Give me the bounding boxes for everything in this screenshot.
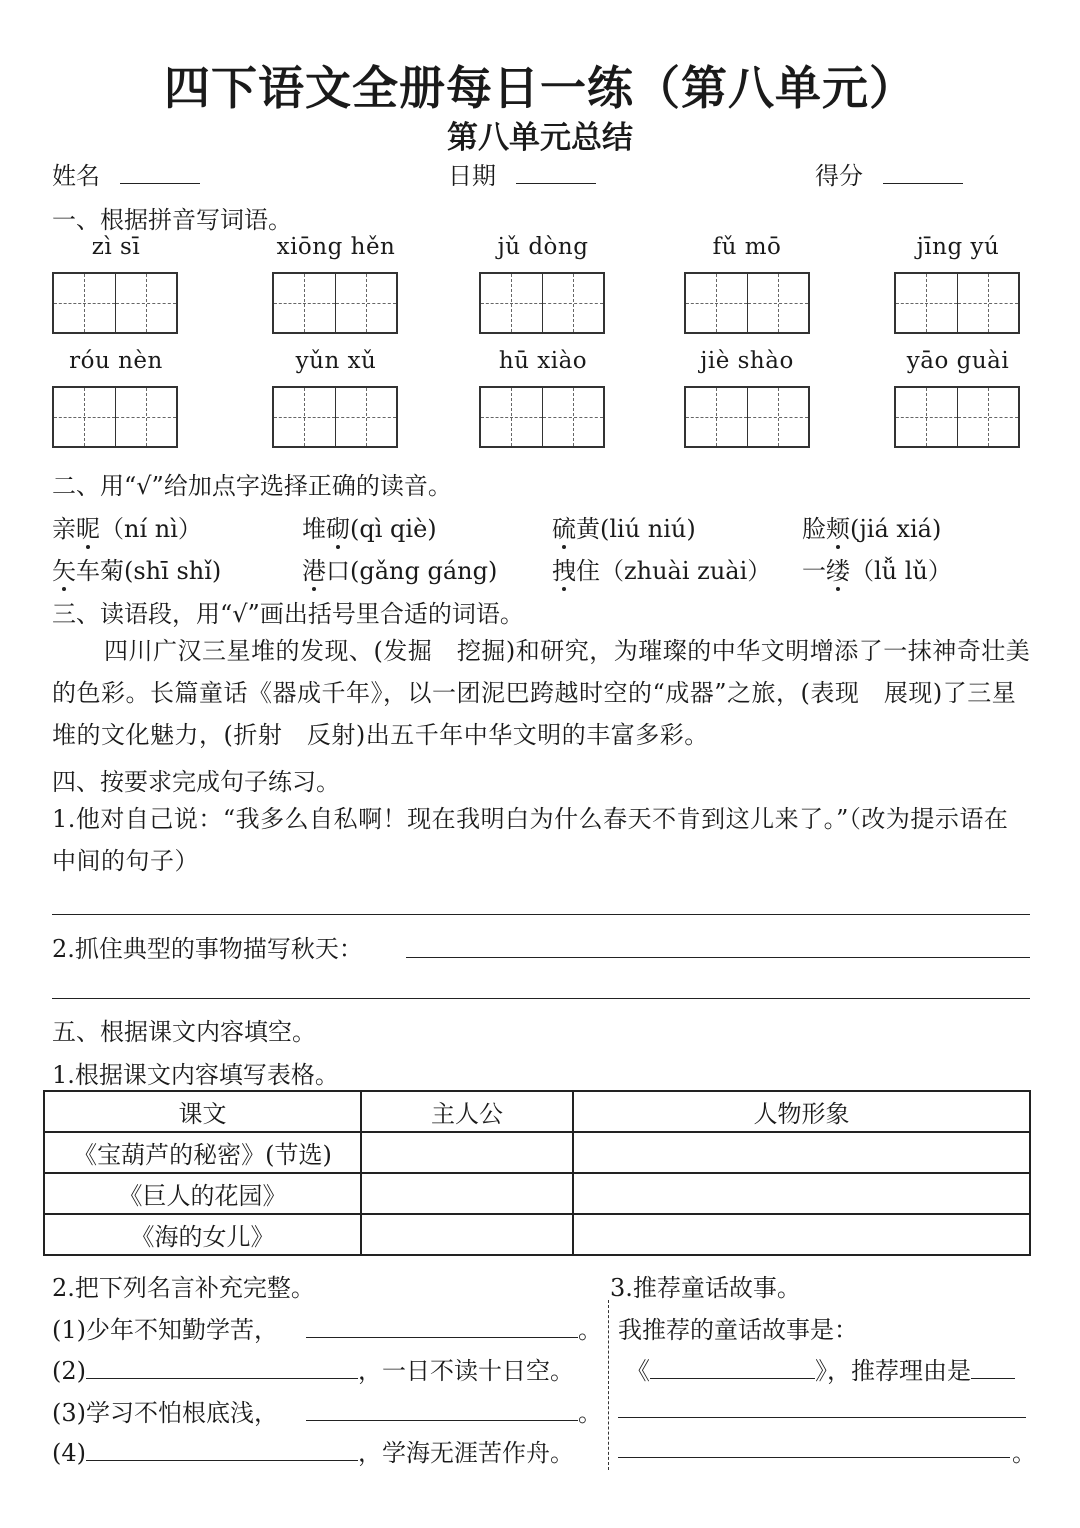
reading-item: 矢车菊(shī shǐ) <box>52 557 222 585</box>
reading-options[interactable]: (liú niú) <box>600 515 696 543</box>
column-header: 课文 <box>44 1091 361 1132</box>
table-question: 1.根据课文内容填写表格。 <box>52 1061 339 1089</box>
writing-grid[interactable] <box>479 272 605 334</box>
score-label: 得分 <box>815 162 863 190</box>
date-blank[interactable] <box>516 161 596 184</box>
reading-item: 拽住（zhuài zuài） <box>552 557 772 585</box>
reading-paragraph: 四川广汉三星堆的发现、(发掘 挖掘)和研究，为璀璨的中华文明增添了一抹神奇壮美的色彩。长篇童话《器成千年》，以一团泥巴跨越时空的“成器”之旅，(表现 展现)了三星堆的文化魅力，(折射 反射)出五千年中华文明的丰富多彩。 <box>52 637 1031 749</box>
proverb-item: (4) ，学海无涯苦作舟。 <box>52 1439 574 1467</box>
reason-blank[interactable] <box>971 1356 1015 1379</box>
answer-cell[interactable] <box>573 1214 1030 1255</box>
reading-options[interactable]: (qì qiè) <box>350 515 437 543</box>
writing-grid[interactable] <box>684 386 810 448</box>
page-subtitle: 第八单元总结 <box>447 120 633 156</box>
date-field <box>448 156 596 191</box>
date-label: 日期 <box>448 162 496 190</box>
writing-grid[interactable] <box>52 386 178 448</box>
recommend-end: 。 <box>1012 1439 1036 1467</box>
lesson-title: 《巨人的花园》 <box>44 1173 361 1214</box>
pinyin-label: zì sī <box>91 234 141 260</box>
answer-cell[interactable] <box>573 1132 1030 1173</box>
writing-grid[interactable] <box>894 272 1020 334</box>
reading-item: 港口(gǎng gáng) <box>302 557 498 585</box>
name-label: 姓名 <box>52 162 100 190</box>
section3-heading: 三、读语段，用“√”画出括号里合适的词语。 <box>52 600 524 628</box>
section1-heading: 一、根据拼音写词语。 <box>52 206 292 234</box>
recommend-prompt: 我推荐的童话故事是： <box>618 1316 858 1344</box>
pinyin-label: yǔn xǔ <box>295 348 377 374</box>
writing-grid[interactable] <box>684 272 810 334</box>
dotted-char: 矢 <box>52 557 76 585</box>
writing-grid[interactable] <box>479 386 605 448</box>
sentence-question-1: 1.他对自己说：“我多么自私啊！现在我明白为什么春天不肯到这儿来了。”（改为提示语在中间的句子） <box>52 805 1009 875</box>
sentence-question-2: 2.抓住典型的事物描写秋天： <box>52 935 363 963</box>
reading-item: 脸颊(jiá xiá) <box>802 515 942 543</box>
pinyin-label: yāo guài <box>906 348 1010 374</box>
answer-line[interactable] <box>618 1417 1026 1418</box>
score-field <box>815 156 963 191</box>
dotted-char: 拽 <box>552 557 576 585</box>
recommend-title-line: 《 》，推荐理由是 <box>626 1351 1015 1386</box>
reading-options[interactable]: (gǎng gáng) <box>350 557 498 585</box>
reading-options[interactable]: （ní nì） <box>100 515 202 543</box>
dotted-char: 砌 <box>326 515 350 543</box>
pinyin-label: jīng yú <box>916 234 1000 260</box>
proverb-question: 2.把下列名言补充完整。 <box>52 1274 315 1302</box>
reading-item: 一缕（lǚ lǔ） <box>802 557 952 585</box>
answer-cell[interactable] <box>361 1214 573 1255</box>
pinyin-label: xiōng hěn <box>276 234 396 260</box>
dotted-char: 缕 <box>826 557 850 585</box>
section4-heading: 四、按要求完成句子练习。 <box>52 768 340 796</box>
character-table <box>43 1090 1031 1256</box>
lesson-title: 《宝葫芦的秘密》(节选) <box>44 1132 361 1173</box>
proverb-blank[interactable] <box>306 1315 578 1338</box>
story-title-blank[interactable] <box>650 1356 815 1379</box>
proverb-blank[interactable] <box>86 1356 358 1379</box>
dotted-char: 硫 <box>552 515 576 543</box>
pinyin-label: róu nèn <box>69 348 163 374</box>
answer-line[interactable] <box>618 1457 1010 1458</box>
pinyin-label: fǔ mō <box>712 234 782 260</box>
writing-grid[interactable] <box>894 386 1020 448</box>
answer-line[interactable] <box>52 914 1030 915</box>
writing-grid[interactable] <box>52 272 178 334</box>
dotted-char: 港 <box>302 557 326 585</box>
score-blank[interactable] <box>883 161 963 184</box>
table-row <box>44 1214 1030 1255</box>
section5-heading: 五、根据课文内容填空。 <box>52 1018 316 1046</box>
table-row <box>44 1132 1030 1173</box>
pinyin-label: hū xiào <box>498 348 588 374</box>
column-header: 人物形象 <box>573 1091 1030 1132</box>
name-blank[interactable] <box>120 161 200 184</box>
table-header-row <box>44 1091 1030 1132</box>
reading-options[interactable]: （lǚ lǔ） <box>850 557 952 585</box>
writing-grid[interactable] <box>272 386 398 448</box>
page-title: 四下语文全册每日一练（第八单元） <box>164 61 916 115</box>
proverb-item: (2) ，一日不读十日空。 <box>52 1357 574 1385</box>
reading-options[interactable]: (shī shǐ) <box>124 557 222 585</box>
column-header: 主人公 <box>361 1091 573 1132</box>
proverb-blank[interactable] <box>86 1438 358 1461</box>
proverb-item: (1)少年不知勤学苦， 。 <box>52 1316 602 1344</box>
answer-cell[interactable] <box>573 1173 1030 1214</box>
answer-cell[interactable] <box>361 1132 573 1173</box>
table-row <box>44 1173 1030 1214</box>
lesson-title: 《海的女儿》 <box>44 1214 361 1255</box>
column-divider <box>608 1300 609 1470</box>
answer-line[interactable] <box>52 998 1030 999</box>
answer-line[interactable] <box>406 957 1030 958</box>
recommend-question: 3.推荐童话故事。 <box>610 1274 801 1302</box>
proverb-blank[interactable] <box>306 1398 578 1421</box>
reading-options[interactable]: （zhuài zuài） <box>600 557 772 585</box>
writing-grid[interactable] <box>272 272 398 334</box>
reading-item: 亲昵（ní nì） <box>52 515 202 543</box>
name-field <box>52 156 200 191</box>
pinyin-label: jǔ dòng <box>497 234 589 260</box>
reading-item: 堆砌(qì qiè) <box>302 515 437 543</box>
proverb-item: (3)学习不怕根底浅， 。 <box>52 1399 602 1427</box>
reading-options[interactable]: (jiá xiá) <box>850 515 942 543</box>
pinyin-label: jiè shào <box>700 348 794 374</box>
section2-heading: 二、用“√”给加点字选择正确的读音。 <box>52 472 452 500</box>
reading-item: 硫黄(liú niú) <box>552 515 696 543</box>
answer-cell[interactable] <box>361 1173 573 1214</box>
dotted-char: 颊 <box>826 515 850 543</box>
dotted-char: 昵 <box>76 515 100 543</box>
